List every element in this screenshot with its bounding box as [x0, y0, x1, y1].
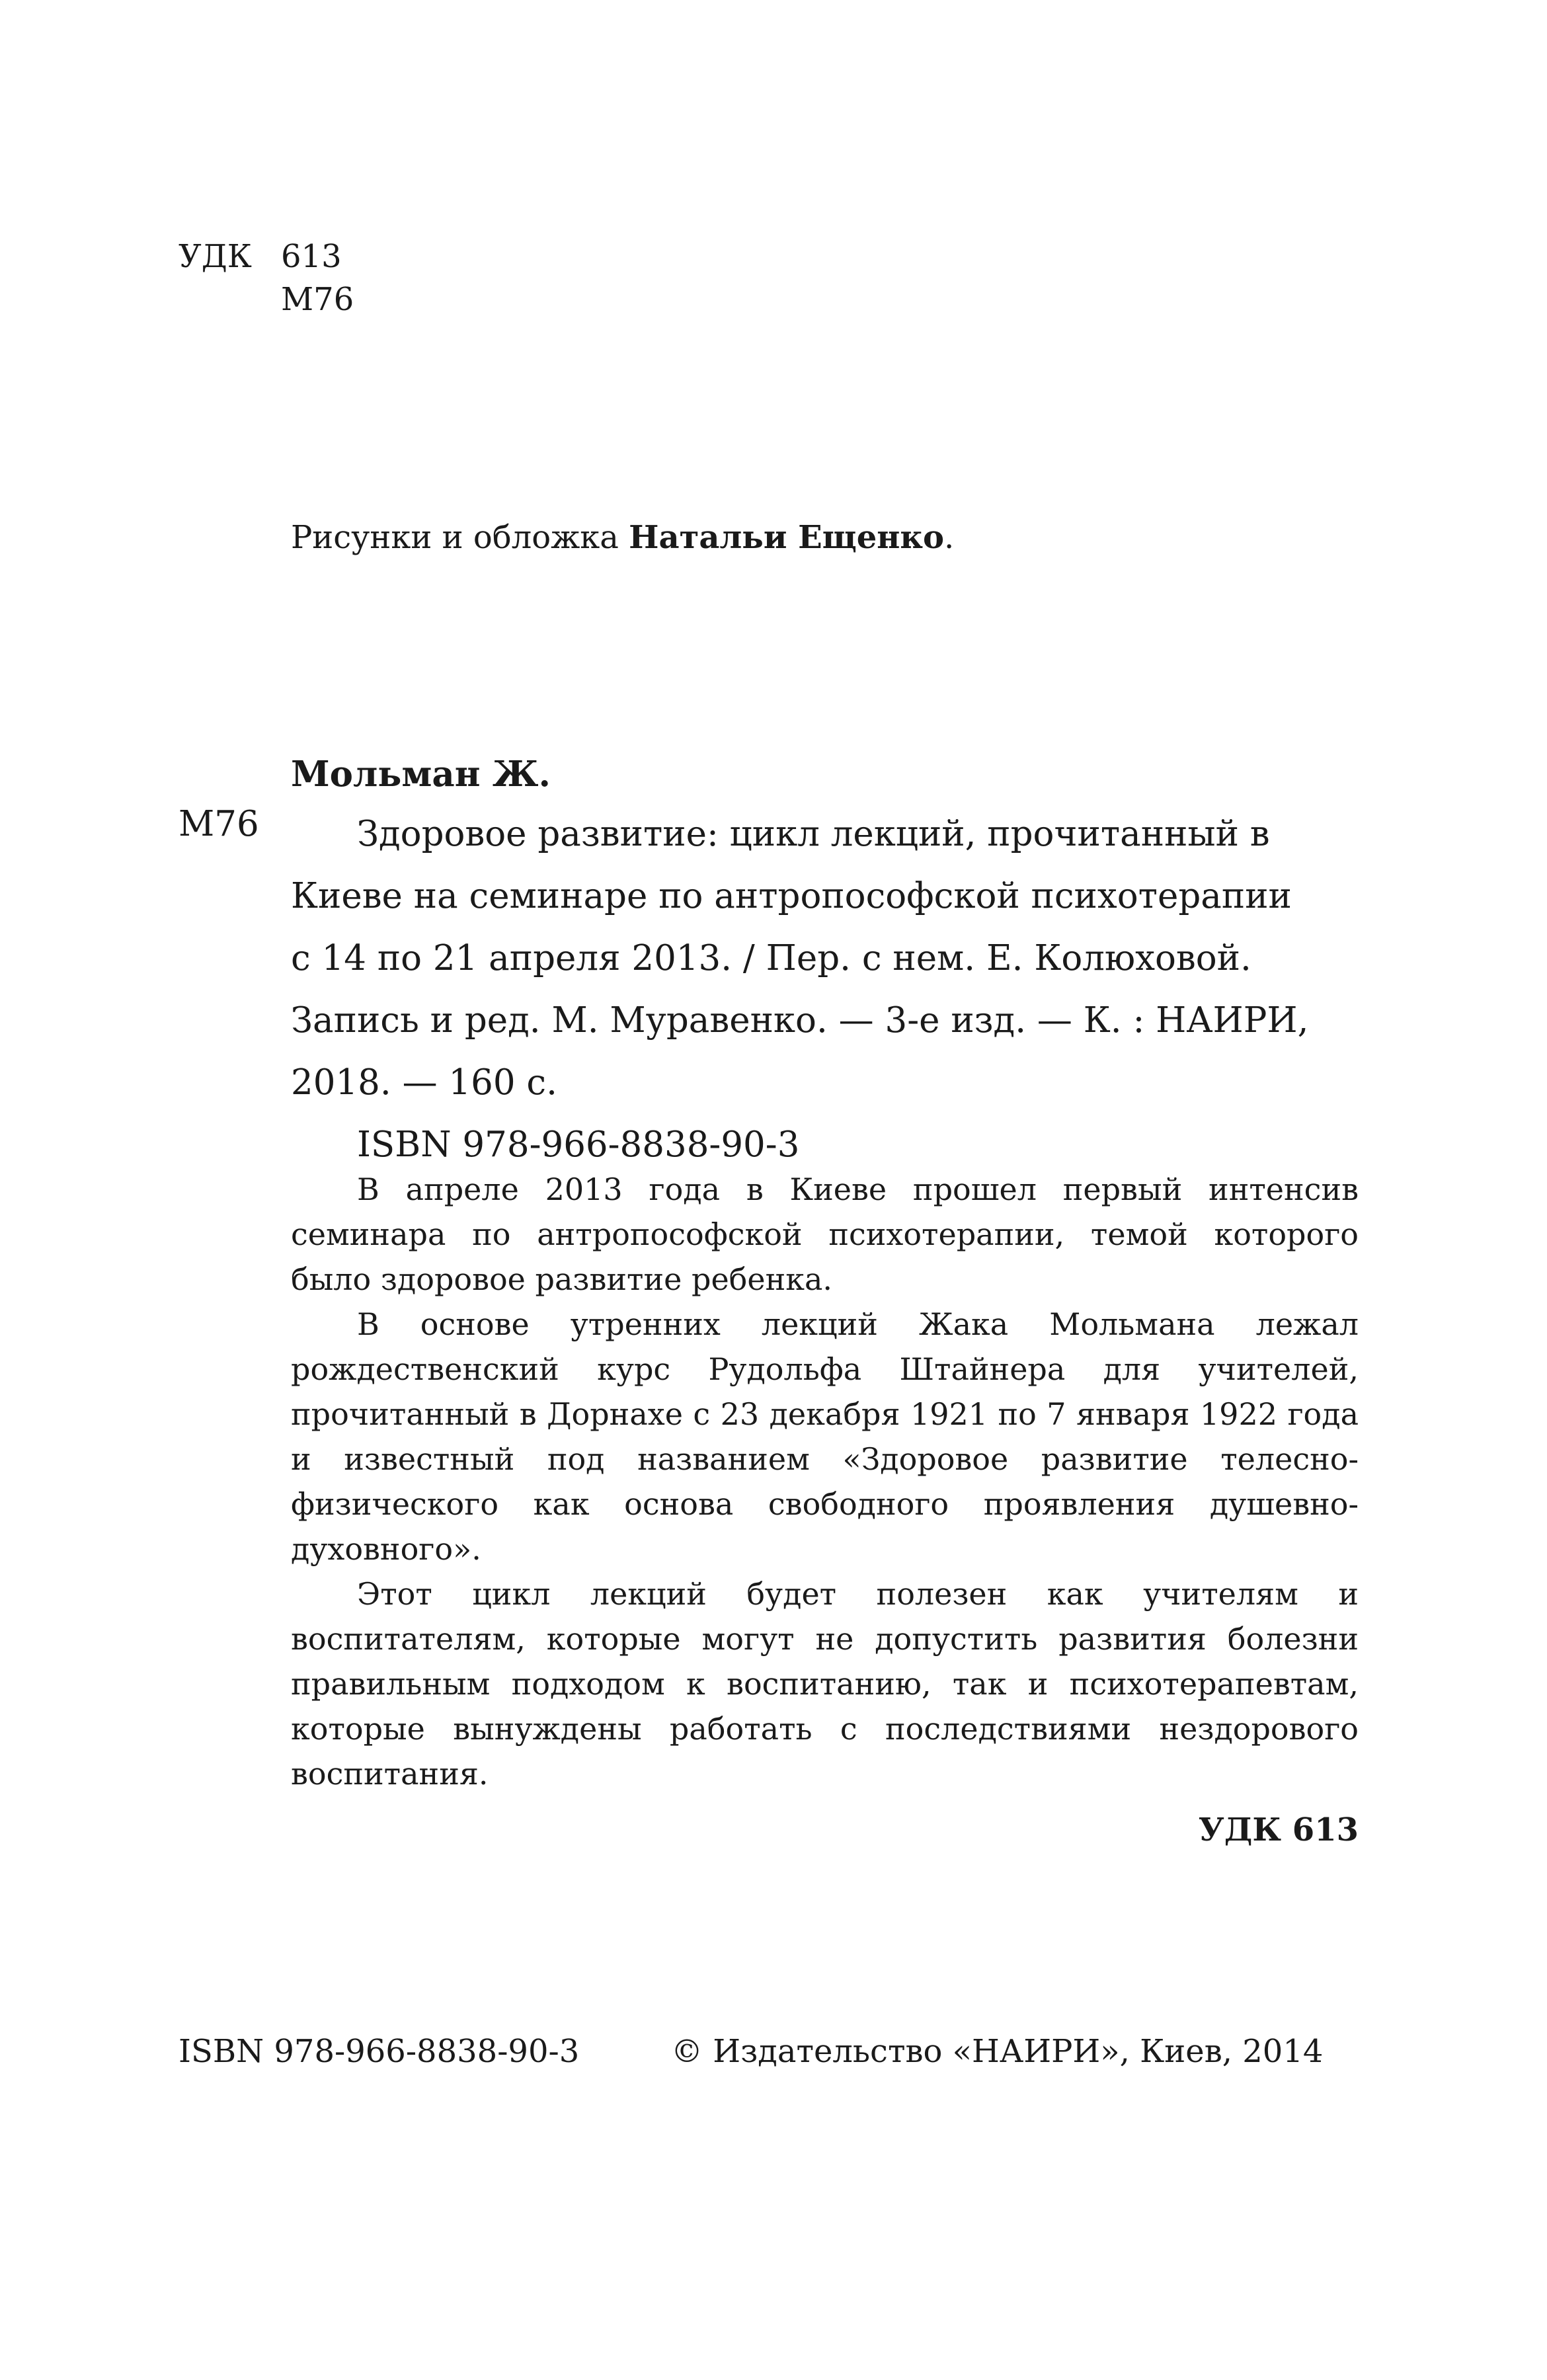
catalog-author: Мольман Ж.	[291, 754, 551, 795]
credit-suffix: .	[944, 519, 955, 556]
illustrator-name: Натальи Ещенко	[629, 519, 945, 556]
credit-prefix: Рисунки и обложка	[291, 519, 619, 556]
udk-label: УДК	[178, 238, 252, 275]
bib-line: Киеве на семинаре по антропософской психотерапии	[291, 876, 1292, 916]
bib-line: Здоровое развитие: цикл лекций, прочитанный в	[357, 814, 1270, 854]
bibliographic-description	[291, 803, 1349, 1176]
footer-copyright: © Издательство «НАИРИ», Киев, 2014	[671, 2033, 1324, 2070]
catalog-isbn: ISBN 978-966-8838-90-3	[357, 1125, 800, 1165]
footer-isbn: ISBN 978-966-8838-90-3	[178, 2033, 580, 2070]
udk-number: 613	[281, 238, 342, 275]
author-mark: М76	[281, 281, 354, 318]
illustration-credit	[291, 519, 954, 557]
bib-line: с 14 по 21 апреля 2013. / Пер. с нем. Е. Колюховой.	[291, 938, 1251, 978]
abstract-paragraph: В апреле 2013 года в Киеве прошел первый интенсив семинара по антропософской психотерапии, темой которого было здоровое развитие ребенка.	[291, 1171, 1359, 1297]
abstract-paragraph: Этот цикл лекций будет полезен как учителям и воспитателям, которые могут не допустить развития болезни правильным подходом к воспитанию, так и психотерапевтам, которые вынуждены работать с последствиями нездорового воспитания.	[291, 1576, 1359, 1792]
abstract-paragraph: В основе утренних лекций Жака Мольмана лежал рождественский курс Рудольфа Штайнера для учителей, прочитанный в Дорнахе с 23 декабря 1921 по 7 января 1922 года и известный под названием «Здоровое развитие телесно-физического как основа свободного проявления душевно-духовного».	[291, 1306, 1359, 1567]
bib-line: Запись и ред. М. Муравенко. — 3-е изд. — К. : НАИРИ,	[291, 1000, 1309, 1041]
abstract	[291, 1167, 1359, 1796]
bib-line: 2018. — 160 с.	[291, 1062, 557, 1103]
catalog-mark: М76	[178, 804, 259, 844]
udk-bottom: УДК 613	[1198, 1811, 1359, 1848]
